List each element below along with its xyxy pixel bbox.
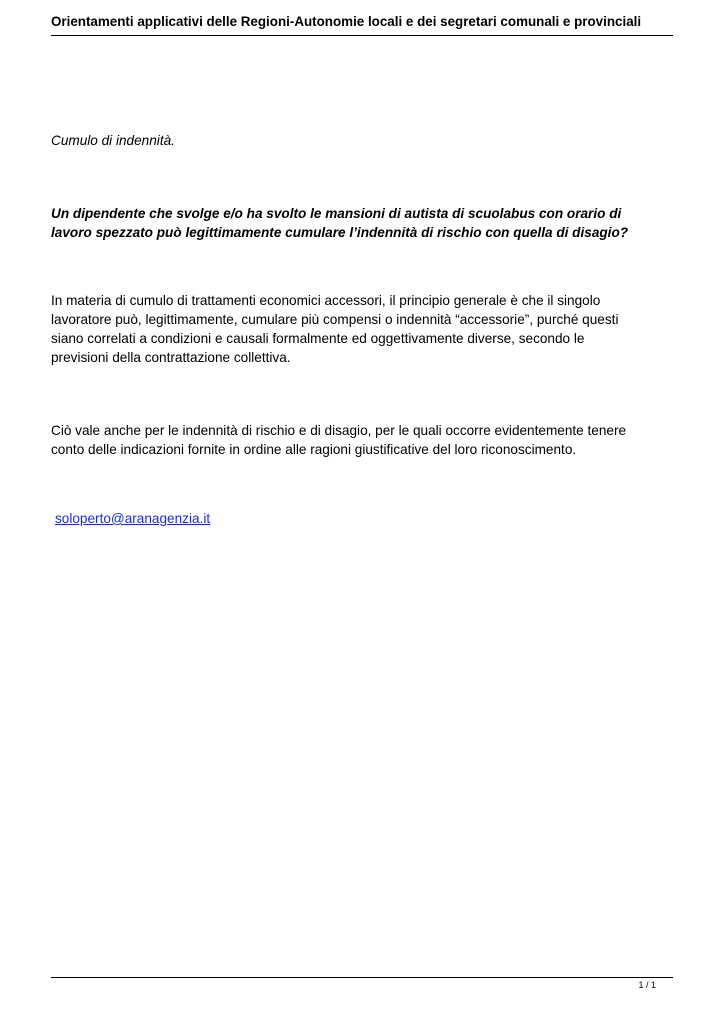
document-subtitle: Cumulo di indennità. <box>51 133 175 148</box>
question-line: lavoro spezzato può legittimamente cumulare l’indennità di rischio con quella di disagio? <box>51 225 629 240</box>
paragraph-line: conto delle indicazioni fornite in ordine alle ragioni giustificative del loro riconoscimento. <box>51 442 577 457</box>
author-email-link[interactable]: soloperto@aranagenzia.it <box>55 511 211 526</box>
paragraph-line: siano correlati a condizioni e causali formalmente ed oggettivamente diverse, secondo le <box>51 331 585 346</box>
question-line: Un dipendente che svolge e/o ha svolto le mansioni di autista di scuolabus con orario di <box>51 206 622 221</box>
page-number: 1 / 1 <box>638 980 656 990</box>
answer-paragraph-2 <box>51 421 673 459</box>
paragraph-line: previsioni della contrattazione collettiva. <box>51 350 291 365</box>
paragraph-line: Ciò vale anche per le indennità di rischio e di disagio, per le quali occorre evidentemente tenere <box>51 423 627 438</box>
question-text <box>51 204 679 242</box>
header-divider <box>51 35 673 36</box>
page-header-title: Orientamenti applicativi delle Regioni-Autonomie locali e dei segretari comunali e provinciali <box>51 14 642 29</box>
answer-paragraph-1 <box>51 291 673 367</box>
footer-divider <box>51 977 673 978</box>
paragraph-line: lavoratore può, legittimamente, cumulare più compensi o indennità “accessorie”, purché questi <box>51 312 619 327</box>
paragraph-line: In materia di cumulo di trattamenti economici accessori, il principio generale è che il singolo <box>51 293 601 308</box>
